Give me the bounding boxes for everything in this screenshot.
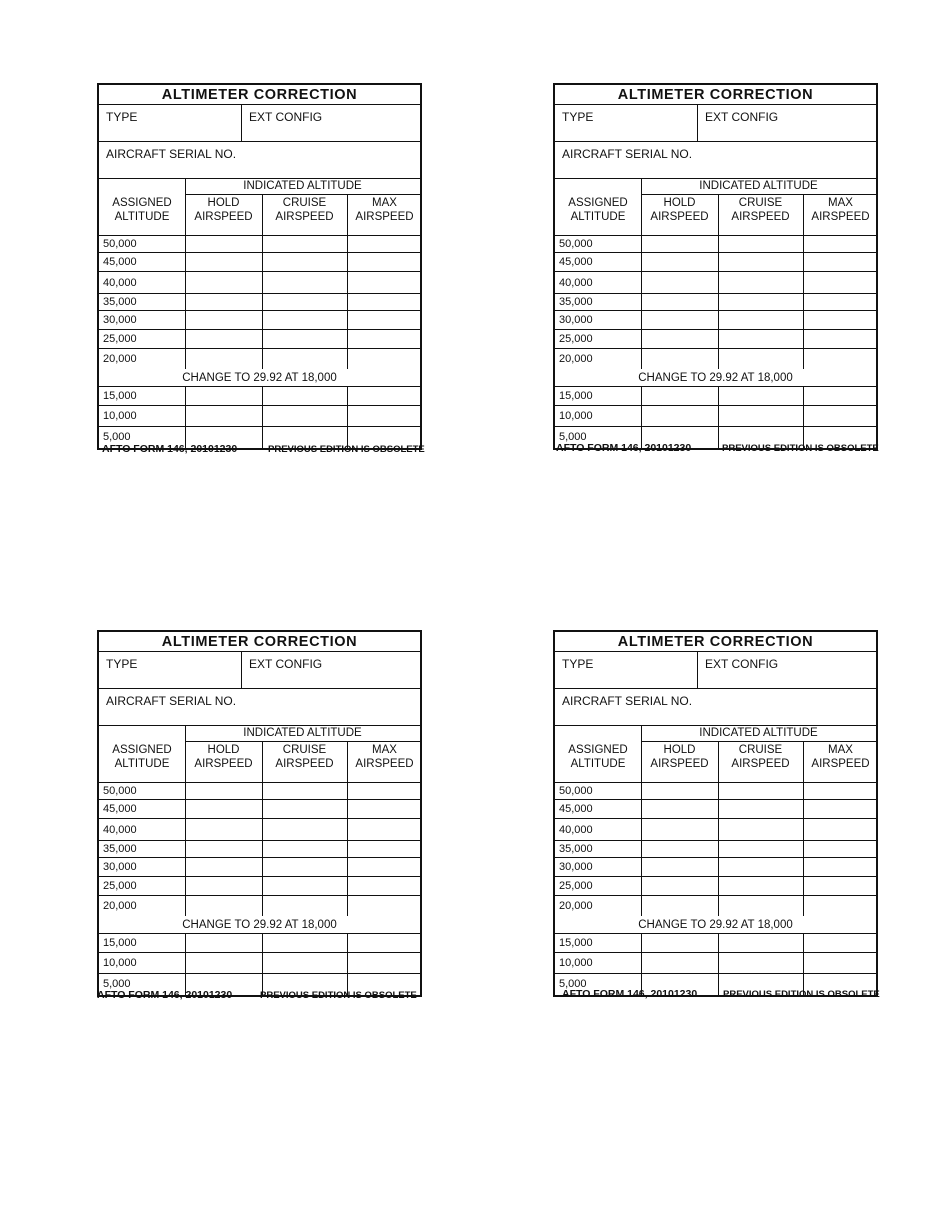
form-title: ALTIMETER CORRECTION	[555, 85, 876, 105]
max-airspeed-cell[interactable]	[803, 236, 878, 252]
max-airspeed-cell[interactable]	[347, 877, 422, 895]
altitude-row	[99, 934, 420, 953]
altitude-row	[555, 953, 876, 974]
cruise-airspeed-cell[interactable]	[262, 841, 347, 857]
altitude-row	[99, 387, 420, 406]
cruise-airspeed-cell[interactable]	[718, 311, 803, 329]
cruise-airspeed-cell[interactable]	[718, 236, 803, 252]
altitude-row	[99, 311, 420, 330]
assigned-altitude-value: 25,000	[103, 333, 137, 345]
cruise-airspeed-cell[interactable]	[718, 953, 803, 973]
ext-config-field[interactable]: EXT CONFIG	[705, 110, 779, 124]
assigned-altitude-value: 15,000	[103, 390, 137, 402]
hold-airspeed-cell[interactable]	[185, 272, 262, 293]
form-number: AFTO FORM 146, 20101230	[102, 443, 238, 455]
hold-airspeed-cell[interactable]	[185, 858, 262, 876]
hold-airspeed-cell[interactable]	[185, 406, 262, 426]
cruise-airspeed-header: CRUISE AIRSPEED	[275, 744, 334, 770]
assigned-altitude-value: 10,000	[103, 410, 137, 422]
assigned-altitude-value: 40,000	[559, 823, 593, 836]
cruise-airspeed-cell[interactable]	[718, 387, 803, 405]
form-number: AFTO FORM 146, 20101230	[97, 989, 233, 1001]
hold-airspeed-cell[interactable]	[185, 877, 262, 895]
change-note: CHANGE TO 29.92 AT 18,000	[555, 369, 876, 387]
altitude-row	[99, 953, 420, 974]
cruise-airspeed-header: CRUISE AIRSPEED	[275, 197, 334, 223]
assigned-altitude-value: 30,000	[559, 861, 593, 873]
altimeter-correction-card	[97, 83, 425, 455]
altitude-row	[555, 330, 876, 349]
form-title: ALTIMETER CORRECTION	[99, 632, 420, 652]
hold-airspeed-header: HOLD AIRSPEED	[650, 744, 709, 770]
hold-airspeed-cell[interactable]	[185, 819, 262, 840]
hold-airspeed-cell[interactable]	[641, 934, 718, 952]
altitude-row	[555, 858, 876, 877]
altitude-row	[99, 819, 420, 841]
max-airspeed-cell[interactable]	[803, 819, 878, 840]
hold-airspeed-cell[interactable]	[641, 877, 718, 895]
altitude-row	[555, 253, 876, 272]
max-airspeed-header: MAX AIRSPEED	[811, 197, 870, 223]
hold-airspeed-cell[interactable]	[185, 800, 262, 818]
cruise-airspeed-cell[interactable]	[262, 406, 347, 426]
assigned-altitude-value: 20,000	[103, 352, 137, 365]
altitude-row	[555, 311, 876, 330]
edition-note: PREVIOUS EDITION IS OBSOLETE	[723, 989, 880, 1000]
assigned-altitude-value: 15,000	[559, 390, 593, 402]
type-row	[555, 652, 876, 689]
cruise-airspeed-cell[interactable]	[262, 896, 347, 916]
max-airspeed-cell[interactable]	[347, 841, 422, 857]
hold-airspeed-cell[interactable]	[185, 236, 262, 252]
assigned-altitude-value: 30,000	[559, 314, 593, 326]
assigned-altitude-header: ASSIGNED ALTITUDE	[112, 744, 172, 770]
assigned-altitude-value: 35,000	[103, 296, 137, 308]
cruise-airspeed-cell[interactable]	[718, 406, 803, 426]
max-airspeed-cell[interactable]	[347, 330, 422, 348]
altitude-row	[99, 841, 420, 858]
hold-airspeed-cell[interactable]	[185, 311, 262, 329]
assigned-altitude-value: 50,000	[103, 785, 137, 797]
cruise-airspeed-cell[interactable]	[718, 800, 803, 818]
max-airspeed-cell[interactable]	[347, 349, 422, 369]
hold-airspeed-cell[interactable]	[641, 311, 718, 329]
max-airspeed-cell[interactable]	[803, 934, 878, 952]
assigned-altitude-value: 45,000	[559, 256, 593, 268]
assigned-altitude-value: 5,000	[559, 978, 587, 990]
cruise-airspeed-cell[interactable]	[718, 858, 803, 876]
altitude-row	[555, 896, 876, 916]
hold-airspeed-cell[interactable]	[185, 783, 262, 799]
altitude-row	[555, 236, 876, 253]
max-airspeed-cell[interactable]	[803, 877, 878, 895]
max-airspeed-cell[interactable]	[803, 330, 878, 348]
assigned-altitude-value: 40,000	[559, 276, 593, 289]
aircraft-serial-field[interactable]: AIRCRAFT SERIAL NO.	[106, 694, 237, 708]
max-airspeed-cell[interactable]	[803, 783, 878, 799]
max-airspeed-cell[interactable]	[347, 236, 422, 252]
max-airspeed-cell[interactable]	[803, 800, 878, 818]
assigned-altitude-header: ASSIGNED ALTITUDE	[112, 197, 172, 223]
max-airspeed-cell[interactable]	[347, 783, 422, 799]
cruise-airspeed-cell[interactable]	[718, 783, 803, 799]
serial-row	[99, 689, 420, 726]
column-header	[99, 726, 420, 783]
assigned-altitude-header: ASSIGNED ALTITUDE	[568, 744, 628, 770]
max-airspeed-cell[interactable]	[803, 294, 878, 310]
altitude-row	[555, 406, 876, 427]
hold-airspeed-cell[interactable]	[641, 387, 718, 405]
assigned-altitude-value: 20,000	[103, 899, 137, 912]
hold-airspeed-header: HOLD AIRSPEED	[194, 197, 253, 223]
max-airspeed-cell[interactable]	[803, 311, 878, 329]
altitude-row	[555, 934, 876, 953]
hold-airspeed-cell[interactable]	[641, 841, 718, 857]
cruise-airspeed-cell[interactable]	[262, 783, 347, 799]
assigned-altitude-value: 30,000	[103, 861, 137, 873]
assigned-altitude-value: 10,000	[103, 957, 137, 969]
cruise-airspeed-cell[interactable]	[718, 330, 803, 348]
max-airspeed-cell[interactable]	[347, 406, 422, 426]
max-airspeed-cell[interactable]	[347, 294, 422, 310]
ext-config-field[interactable]: EXT CONFIG	[249, 110, 323, 124]
hold-airspeed-cell[interactable]	[641, 236, 718, 252]
altitude-row	[555, 819, 876, 841]
max-airspeed-cell[interactable]	[347, 953, 422, 973]
cruise-airspeed-cell[interactable]	[718, 294, 803, 310]
altitude-row	[99, 272, 420, 294]
type-row	[99, 652, 420, 689]
altitude-row	[99, 783, 420, 800]
indicated-altitude-header: INDICATED ALTITUDE	[243, 180, 362, 192]
cruise-airspeed-cell[interactable]	[718, 272, 803, 293]
assigned-altitude-value: 20,000	[559, 899, 593, 912]
type-field[interactable]: TYPE	[562, 110, 594, 124]
change-note: CHANGE TO 29.92 AT 18,000	[99, 369, 420, 387]
hold-airspeed-cell[interactable]	[641, 294, 718, 310]
altimeter-correction-card	[97, 630, 422, 1001]
hold-airspeed-cell[interactable]	[641, 406, 718, 426]
hold-airspeed-header: HOLD AIRSPEED	[194, 744, 253, 770]
cruise-airspeed-header: CRUISE AIRSPEED	[731, 744, 790, 770]
assigned-altitude-value: 40,000	[103, 276, 137, 289]
cruise-airspeed-cell[interactable]	[262, 272, 347, 293]
change-note: CHANGE TO 29.92 AT 18,000	[99, 916, 420, 934]
assigned-altitude-value: 10,000	[559, 410, 593, 422]
assigned-altitude-value: 5,000	[103, 431, 131, 443]
assigned-altitude-value: 25,000	[103, 880, 137, 892]
max-airspeed-cell[interactable]	[803, 349, 878, 369]
max-airspeed-cell[interactable]	[347, 800, 422, 818]
hold-airspeed-cell[interactable]	[641, 349, 718, 369]
altitude-row	[99, 253, 420, 272]
form-number: AFTO FORM 146, 20101230	[562, 988, 698, 1000]
max-airspeed-cell[interactable]	[347, 272, 422, 293]
change-note: CHANGE TO 29.92 AT 18,000	[555, 916, 876, 934]
max-airspeed-cell[interactable]	[803, 253, 878, 271]
altitude-row	[99, 349, 420, 369]
altimeter-correction-card	[553, 83, 879, 454]
altitude-row	[555, 800, 876, 819]
assigned-altitude-value: 35,000	[559, 296, 593, 308]
cruise-airspeed-cell[interactable]	[262, 387, 347, 405]
cruise-airspeed-cell[interactable]	[262, 877, 347, 895]
column-header	[555, 179, 876, 236]
serial-row	[555, 142, 876, 179]
edition-note: PREVIOUS EDITION IS OBSOLETE	[260, 990, 417, 1001]
assigned-altitude-value: 5,000	[103, 978, 131, 990]
edition-note: PREVIOUS EDITION IS OBSOLETE	[268, 444, 425, 455]
hold-airspeed-cell[interactable]	[641, 253, 718, 271]
max-airspeed-cell[interactable]	[347, 253, 422, 271]
cruise-airspeed-cell[interactable]	[262, 800, 347, 818]
altitude-row	[99, 896, 420, 916]
altitude-row	[555, 349, 876, 369]
assigned-altitude-value: 30,000	[103, 314, 137, 326]
max-airspeed-cell[interactable]	[347, 858, 422, 876]
cruise-airspeed-cell[interactable]	[718, 877, 803, 895]
form-grid	[97, 630, 422, 997]
hold-airspeed-cell[interactable]	[185, 934, 262, 952]
assigned-altitude-value: 45,000	[103, 256, 137, 268]
assigned-altitude-value: 35,000	[559, 843, 593, 855]
max-airspeed-cell[interactable]	[803, 272, 878, 293]
assigned-altitude-value: 40,000	[103, 823, 137, 836]
form-title: ALTIMETER CORRECTION	[99, 85, 420, 105]
hold-airspeed-cell[interactable]	[641, 953, 718, 973]
hold-airspeed-cell[interactable]	[185, 330, 262, 348]
form-title: ALTIMETER CORRECTION	[555, 632, 876, 652]
altitude-row	[99, 330, 420, 349]
cruise-airspeed-cell[interactable]	[262, 858, 347, 876]
assigned-altitude-value: 15,000	[559, 937, 593, 949]
cruise-airspeed-cell[interactable]	[718, 841, 803, 857]
altitude-row	[555, 783, 876, 800]
aircraft-serial-field[interactable]: AIRCRAFT SERIAL NO.	[562, 147, 693, 161]
max-airspeed-header: MAX AIRSPEED	[811, 744, 870, 770]
max-airspeed-cell[interactable]	[347, 819, 422, 840]
cruise-airspeed-cell[interactable]	[718, 934, 803, 952]
max-airspeed-cell[interactable]	[803, 858, 878, 876]
assigned-altitude-value: 50,000	[103, 238, 137, 250]
hold-airspeed-cell[interactable]	[185, 953, 262, 973]
indicated-altitude-header: INDICATED ALTITUDE	[699, 180, 818, 192]
max-airspeed-header: MAX AIRSPEED	[355, 197, 414, 223]
altitude-row	[555, 272, 876, 294]
assigned-altitude-value: 45,000	[559, 803, 593, 815]
cruise-airspeed-cell[interactable]	[262, 819, 347, 840]
hold-airspeed-cell[interactable]	[185, 841, 262, 857]
hold-airspeed-cell[interactable]	[641, 330, 718, 348]
form-grid	[553, 83, 878, 450]
cruise-airspeed-cell[interactable]	[262, 934, 347, 952]
hold-airspeed-cell[interactable]	[185, 896, 262, 916]
assigned-altitude-header: ASSIGNED ALTITUDE	[568, 197, 628, 223]
max-airspeed-cell[interactable]	[347, 311, 422, 329]
aircraft-serial-field[interactable]: AIRCRAFT SERIAL NO.	[106, 147, 237, 161]
assigned-altitude-value: 20,000	[559, 352, 593, 365]
cruise-airspeed-cell[interactable]	[262, 236, 347, 252]
max-airspeed-cell[interactable]	[803, 406, 878, 426]
max-airspeed-cell[interactable]	[347, 896, 422, 916]
assigned-altitude-value: 5,000	[559, 431, 587, 443]
altitude-row	[555, 387, 876, 406]
assigned-altitude-value: 25,000	[559, 333, 593, 345]
indicated-altitude-header: INDICATED ALTITUDE	[243, 727, 362, 739]
hold-airspeed-cell[interactable]	[641, 858, 718, 876]
hold-airspeed-header: HOLD AIRSPEED	[650, 197, 709, 223]
assigned-altitude-value: 45,000	[103, 803, 137, 815]
column-header	[99, 179, 420, 236]
max-airspeed-cell[interactable]	[347, 934, 422, 952]
form-grid	[97, 83, 422, 450]
max-airspeed-cell[interactable]	[803, 896, 878, 916]
hold-airspeed-cell[interactable]	[185, 387, 262, 405]
type-row	[555, 105, 876, 142]
indicated-altitude-header: INDICATED ALTITUDE	[699, 727, 818, 739]
assigned-altitude-value: 10,000	[559, 957, 593, 969]
cruise-airspeed-cell[interactable]	[718, 349, 803, 369]
assigned-altitude-value: 35,000	[103, 843, 137, 855]
type-row	[99, 105, 420, 142]
ext-config-field[interactable]: EXT CONFIG	[249, 657, 323, 671]
cruise-airspeed-cell[interactable]	[262, 953, 347, 973]
assigned-altitude-value: 15,000	[103, 937, 137, 949]
max-airspeed-cell[interactable]	[347, 387, 422, 405]
hold-airspeed-cell[interactable]	[641, 272, 718, 293]
type-field[interactable]: TYPE	[562, 657, 594, 671]
cruise-airspeed-cell[interactable]	[262, 330, 347, 348]
altitude-row	[99, 294, 420, 311]
altitude-row	[99, 406, 420, 427]
altitude-row	[99, 236, 420, 253]
altitude-row	[555, 877, 876, 896]
type-field[interactable]: TYPE	[106, 657, 138, 671]
max-airspeed-header: MAX AIRSPEED	[355, 744, 414, 770]
form-number: AFTO FORM 146, 20101230	[556, 442, 692, 454]
hold-airspeed-cell[interactable]	[641, 800, 718, 818]
form-grid	[553, 630, 878, 997]
hold-airspeed-cell[interactable]	[185, 294, 262, 310]
hold-airspeed-cell[interactable]	[641, 819, 718, 840]
assigned-altitude-value: 50,000	[559, 238, 593, 250]
cruise-airspeed-cell[interactable]	[718, 253, 803, 271]
assigned-altitude-value: 50,000	[559, 785, 593, 797]
max-airspeed-cell[interactable]	[803, 387, 878, 405]
cruise-airspeed-cell[interactable]	[718, 819, 803, 840]
column-header	[555, 726, 876, 783]
hold-airspeed-cell[interactable]	[185, 349, 262, 369]
cruise-airspeed-cell[interactable]	[718, 896, 803, 916]
cruise-airspeed-cell[interactable]	[262, 294, 347, 310]
max-airspeed-cell[interactable]	[803, 953, 878, 973]
cruise-airspeed-cell[interactable]	[262, 311, 347, 329]
altitude-row	[99, 800, 420, 819]
hold-airspeed-cell[interactable]	[185, 253, 262, 271]
hold-airspeed-cell[interactable]	[641, 783, 718, 799]
ext-config-field[interactable]: EXT CONFIG	[705, 657, 779, 671]
serial-row	[99, 142, 420, 179]
serial-row	[555, 689, 876, 726]
assigned-altitude-value: 25,000	[559, 880, 593, 892]
altitude-row	[555, 841, 876, 858]
altitude-row	[555, 294, 876, 311]
altitude-row	[99, 877, 420, 896]
altitude-row	[99, 858, 420, 877]
hold-airspeed-cell[interactable]	[641, 896, 718, 916]
max-airspeed-cell[interactable]	[803, 841, 878, 857]
cruise-airspeed-header: CRUISE AIRSPEED	[731, 197, 790, 223]
type-field[interactable]: TYPE	[106, 110, 138, 124]
edition-note: PREVIOUS EDITION IS OBSOLETE	[722, 443, 879, 454]
cruise-airspeed-cell[interactable]	[262, 349, 347, 369]
aircraft-serial-field[interactable]: AIRCRAFT SERIAL NO.	[562, 694, 693, 708]
cruise-airspeed-cell[interactable]	[262, 253, 347, 271]
altimeter-correction-card	[553, 630, 880, 1000]
